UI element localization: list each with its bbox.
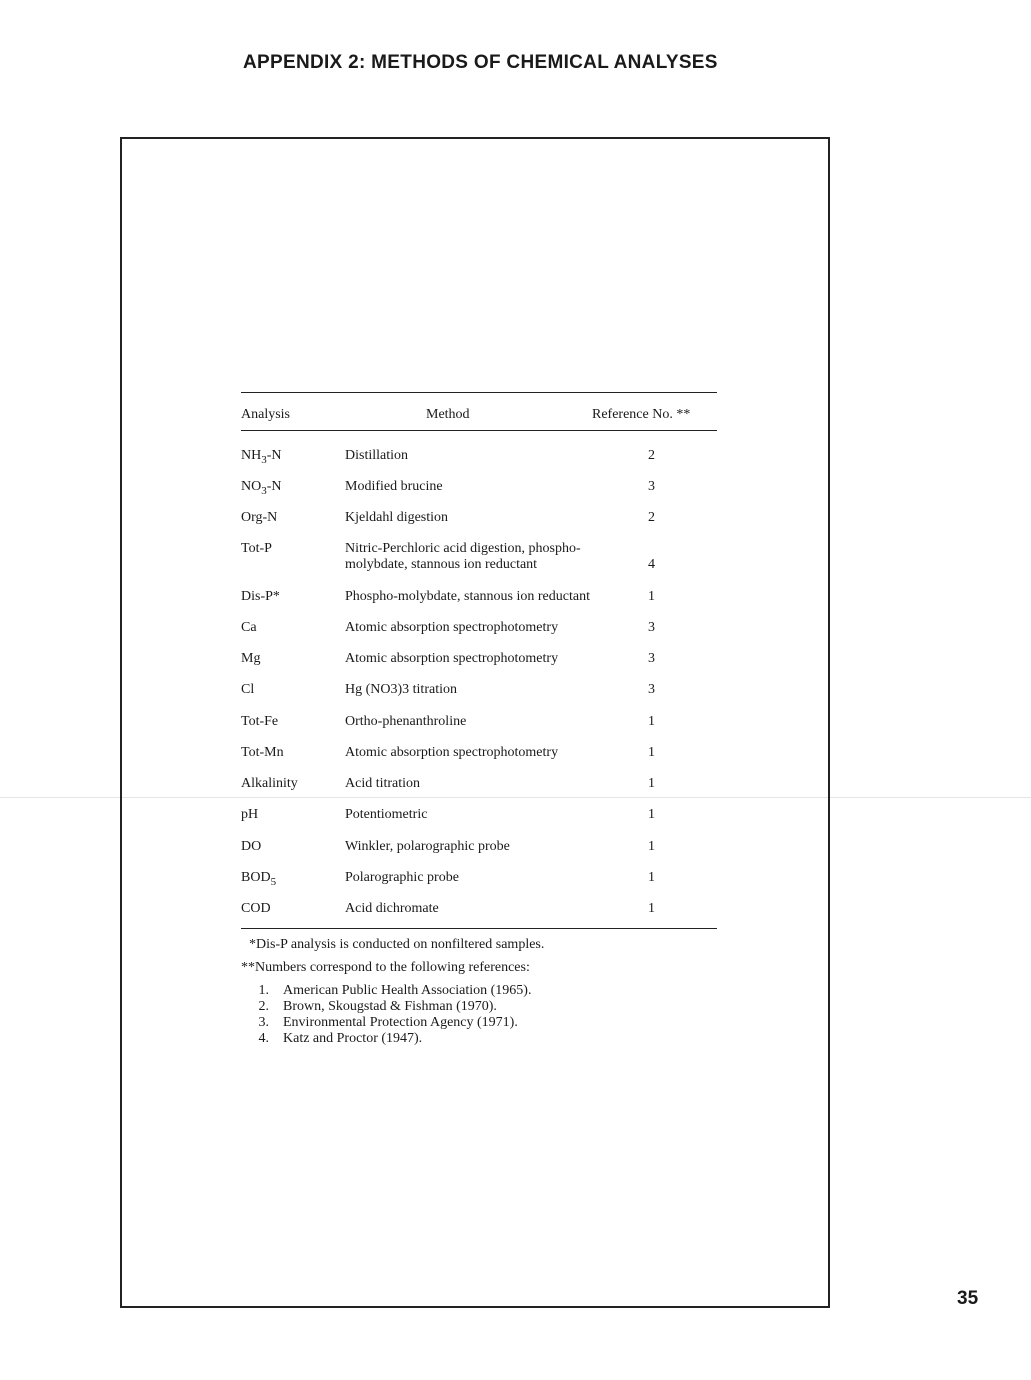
reference-list-text: Environmental Protection Agency (1971). — [283, 1015, 518, 1030]
table-bottom-rule — [241, 928, 717, 929]
analysis-cell — [241, 541, 272, 557]
method-cell — [345, 682, 457, 698]
method-text: Nitric-Perchloric acid digestion, phospho- — [345, 541, 581, 556]
analysis-name: Tot-Fe — [241, 714, 279, 729]
analysis-cell — [241, 807, 258, 823]
reference-number: 3 — [648, 620, 655, 635]
reference-number: 1 — [648, 870, 655, 885]
method-cell — [345, 776, 420, 792]
analysis-name: Alkalinity — [241, 776, 298, 791]
analysis-cell — [241, 448, 282, 464]
analysis-subscript: 5 — [270, 876, 277, 888]
table-row — [241, 479, 717, 499]
method-cell — [345, 541, 581, 573]
method-cell — [345, 839, 510, 855]
reference-number: 1 — [648, 714, 655, 729]
reference-number: 1 — [648, 776, 655, 791]
reference-number: 4 — [648, 557, 655, 572]
reference-number: 1 — [648, 589, 655, 604]
table-row — [241, 682, 717, 702]
reference-number: 2 — [648, 448, 655, 463]
method-cell — [345, 807, 427, 823]
analysis-name: pH — [241, 807, 259, 822]
table-top-rule — [241, 392, 717, 393]
analysis-suffix: -N — [266, 448, 282, 463]
analysis-cell — [241, 745, 284, 761]
analysis-name: BOD — [241, 870, 271, 885]
method-text-continued: molybdate, stannous ion reductant — [345, 557, 538, 572]
method-text: Acid dichromate — [345, 901, 439, 916]
method-text: Atomic absorption spectrophotometry — [345, 620, 559, 635]
analysis-name: NO — [241, 479, 262, 494]
header-analysis: Analysis — [241, 407, 290, 422]
reference-number: 1 — [648, 745, 655, 760]
method-text: Acid titration — [345, 776, 421, 791]
table-row — [241, 870, 717, 890]
analysis-cell — [241, 479, 282, 495]
analysis-suffix: -N — [266, 479, 282, 494]
method-cell — [345, 479, 443, 495]
table-row — [241, 620, 717, 640]
reference-number: 1 — [648, 807, 655, 822]
header-reference: Reference No. ** — [592, 407, 691, 422]
table-row — [241, 714, 717, 734]
table-row — [241, 448, 717, 468]
reference-list-number: 2. — [258, 999, 269, 1014]
method-text: Atomic absorption spectrophotometry — [345, 745, 559, 760]
analysis-name: NH — [241, 448, 262, 463]
reference-number: 3 — [648, 651, 655, 666]
method-text: Distillation — [345, 448, 408, 463]
reference-number: 1 — [648, 901, 655, 916]
analysis-cell — [241, 839, 261, 855]
analysis-cell — [241, 589, 280, 605]
analysis-name: Cl — [241, 682, 255, 697]
header-method: Method — [426, 407, 470, 422]
method-cell — [345, 901, 439, 917]
table-row — [241, 541, 717, 572]
header-bottom-rule — [241, 430, 717, 431]
analysis-cell — [241, 901, 271, 917]
method-cell — [345, 448, 408, 464]
method-cell — [345, 620, 558, 636]
page-title: APPENDIX 2: METHODS OF CHEMICAL ANALYSES — [243, 52, 718, 73]
analysis-name: Mg — [241, 651, 261, 666]
analysis-subscript: 3 — [261, 454, 267, 466]
reference-number: 1 — [648, 839, 655, 854]
analysis-subscript: 3 — [261, 485, 267, 497]
reference-list-number: 3. — [258, 1015, 269, 1030]
table-row — [241, 901, 717, 921]
analysis-cell — [241, 714, 278, 730]
reference-list-text: American Public Health Association (1965). — [283, 983, 532, 998]
method-text: Hg (NO3)3 titration — [345, 682, 457, 697]
method-cell — [345, 651, 558, 667]
table-row — [241, 745, 717, 765]
analysis-name: Tot-P — [241, 541, 272, 556]
analysis-cell — [241, 651, 260, 667]
analysis-name: DO — [241, 839, 262, 854]
footnote-dis-p: *Dis-P analysis is conducted on nonfiltered samples. — [249, 937, 545, 952]
table-row — [241, 807, 717, 827]
reference-list-text: Katz and Proctor (1947). — [283, 1031, 423, 1046]
reference-list-number: 4. — [258, 1031, 269, 1046]
method-cell — [345, 589, 590, 605]
method-cell — [345, 510, 448, 526]
analysis-name: Dis-P* — [241, 589, 280, 604]
method-text: Modified brucine — [345, 479, 443, 494]
reference-list-text: Brown, Skougstad & Fishman (1970). — [283, 999, 497, 1014]
method-text: Polarographic probe — [345, 870, 459, 885]
method-text: Potentiometric — [345, 807, 428, 822]
method-cell — [345, 870, 459, 886]
method-text: Phospho-molybdate, stannous ion reductant — [345, 589, 590, 604]
method-text: Ortho-phenanthroline — [345, 714, 467, 729]
page-number: 35 — [957, 1288, 979, 1309]
footnote-numbers: **Numbers correspond to the following references: — [241, 960, 530, 975]
analysis-name: Ca — [241, 620, 257, 635]
analysis-cell — [241, 682, 254, 698]
method-text: Atomic absorption spectrophotometry — [345, 651, 559, 666]
table-row — [241, 776, 717, 796]
table-row — [241, 651, 717, 671]
method-cell — [345, 714, 466, 730]
analysis-name: Tot-Mn — [241, 745, 284, 760]
analysis-cell — [241, 510, 277, 526]
reference-number: 3 — [648, 682, 655, 697]
reference-list-number: 1. — [258, 983, 269, 998]
analysis-name: Org-N — [241, 510, 278, 525]
method-text: Winkler, polarographic probe — [345, 839, 510, 854]
analysis-cell — [241, 620, 257, 636]
method-text: Kjeldahl digestion — [345, 510, 449, 525]
analysis-cell — [241, 870, 276, 886]
analysis-name: COD — [241, 901, 271, 916]
analysis-cell — [241, 776, 298, 792]
method-cell — [345, 745, 558, 761]
reference-number: 2 — [648, 510, 655, 525]
reference-number: 3 — [648, 479, 655, 494]
table-row — [241, 589, 717, 609]
table-row — [241, 839, 717, 859]
table-row — [241, 510, 717, 530]
